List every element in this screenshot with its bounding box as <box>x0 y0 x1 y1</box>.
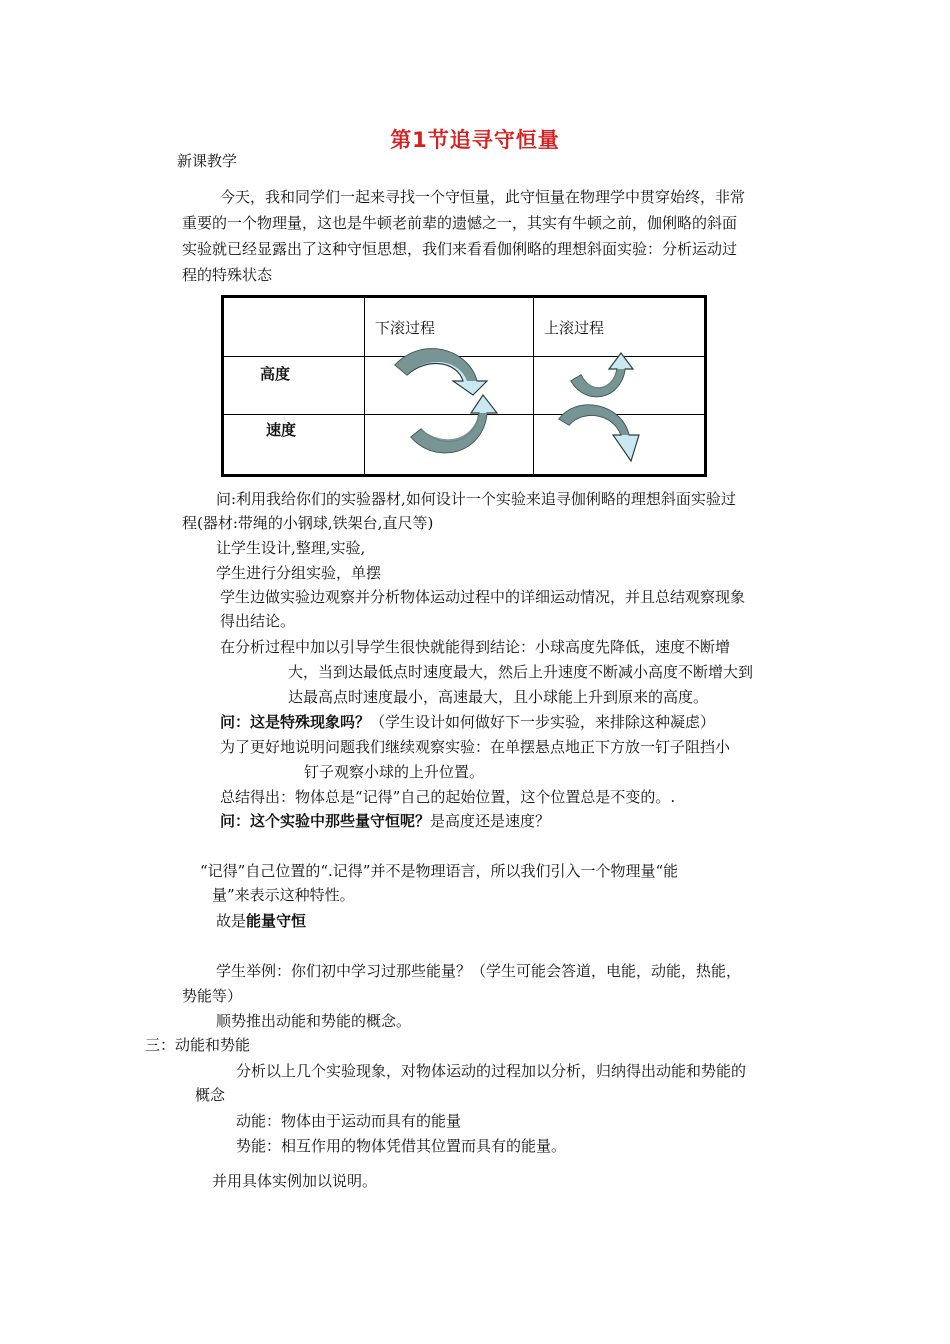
example-line: 势能等） <box>182 987 243 1005</box>
table-cell <box>534 357 706 415</box>
analysis-line: 分析以上几个实验现象，对物体运动的过程加以分析，归纳得出动能和势能的 <box>236 1062 747 1080</box>
observe-line: 得出结论。 <box>220 612 296 630</box>
page-title: 第1节追寻守恒量 <box>390 128 560 152</box>
conclusion-line: 达最高点时速度最小，高速最大，且小球能上升到原来的高度。 <box>288 688 709 706</box>
question3-bold: 问：这个实验中那些量守恒呢？ <box>220 812 431 830</box>
step-text: 让学生设计,整理,实验, <box>216 539 366 557</box>
table-cell <box>365 415 534 476</box>
example-line: 学生举例：你们初中学习过那些能量？（学生可能会答道，电能，动能，热能， <box>216 962 742 980</box>
summary-text: 总结得出：物体总是“记得”自己的起始位置，这个位置总是不变的。. <box>220 788 676 806</box>
question3-rest: 是高度还是速度？ <box>430 812 551 830</box>
step-text: 学生进行分组实验，单摆 <box>216 564 382 582</box>
table-row-speed-label: 速度 <box>223 415 365 476</box>
further-line: 钉子观察小球的上升位置。 <box>304 763 485 781</box>
intro-line: 重要的一个物理量，这也是牛顿老前辈的遗憾之一，其实有牛顿之前，伽俐略的斜面 <box>182 214 738 232</box>
closing-text: 并用具体实例加以说明。 <box>212 1172 378 1190</box>
observe-line: 学生边做实验边观察并分析物体运动过程中的详细运动情况，并且总结观察现象 <box>220 588 746 606</box>
question1-line: 问:利用我给你们的实验器材,如何设计一个实验来追寻伽俐略的理想斜面实验过 <box>216 490 736 508</box>
experiment-table <box>221 295 707 477</box>
derive-text: 顺势推出动能和势能的概念。 <box>216 1012 412 1030</box>
intro-line: 程的特殊状态 <box>182 266 273 284</box>
potential-definition: 势能：相互作用的物体凭借其位置而具有的能量。 <box>236 1137 567 1155</box>
table-corner-cell <box>223 297 365 357</box>
therefore-line <box>216 910 306 932</box>
kinetic-definition: 动能：物体由于运动而具有的能量 <box>236 1112 462 1130</box>
question2 <box>220 711 715 733</box>
conclusion-line: 大，当到达最低点时速度最大，然后上升速度不断减小高度不断增大到 <box>288 663 754 681</box>
question2-rest: （学生设计如何做好下一步实验，来排除这种凝虑） <box>370 713 716 731</box>
remember-line: 量”来表示这种特性。 <box>212 886 355 904</box>
section-label: 新课教学 <box>177 152 238 170</box>
energy-conservation: 能量守恒 <box>246 912 307 930</box>
table-cell <box>365 357 534 415</box>
further-line: 为了更好地说明问题我们继续观察实验：在单摆悬点地正下方放一钉子阻挡小 <box>220 738 731 756</box>
section3-heading: 三：动能和势能 <box>145 1036 251 1054</box>
remember-line: “记得”自己位置的“.记得”并不是物理语言，所以我们引入一个物理量“能 <box>200 862 679 880</box>
intro-line: 实验就已经显露出了这种守恒思想，我们来看看伽俐略的理想斜面实验：分析运动过 <box>182 240 738 258</box>
therefore-prefix: 故是 <box>216 912 247 930</box>
table-header-up: 上滚过程 <box>534 297 706 357</box>
question3 <box>220 810 550 832</box>
table-cell <box>534 415 706 476</box>
question2-bold: 问：这是特殊现象吗？ <box>220 713 371 731</box>
analysis-line: 概念 <box>195 1086 226 1104</box>
intro-line: 今天，我和同学们一起来寻找一个守恒量，此守恒量在物理学中贯穿始终，非常 <box>220 188 746 206</box>
table-header-down: 下滚过程 <box>365 297 534 357</box>
question1-line: 程(器材:带绳的小钢球,铁架台,直尺等) <box>182 514 434 532</box>
table-row-height-label: 高度 <box>223 357 365 415</box>
conclusion-line: 在分析过程中加以引导学生很快就能得到结论：小球高度先降低，速度不断增 <box>220 638 731 656</box>
